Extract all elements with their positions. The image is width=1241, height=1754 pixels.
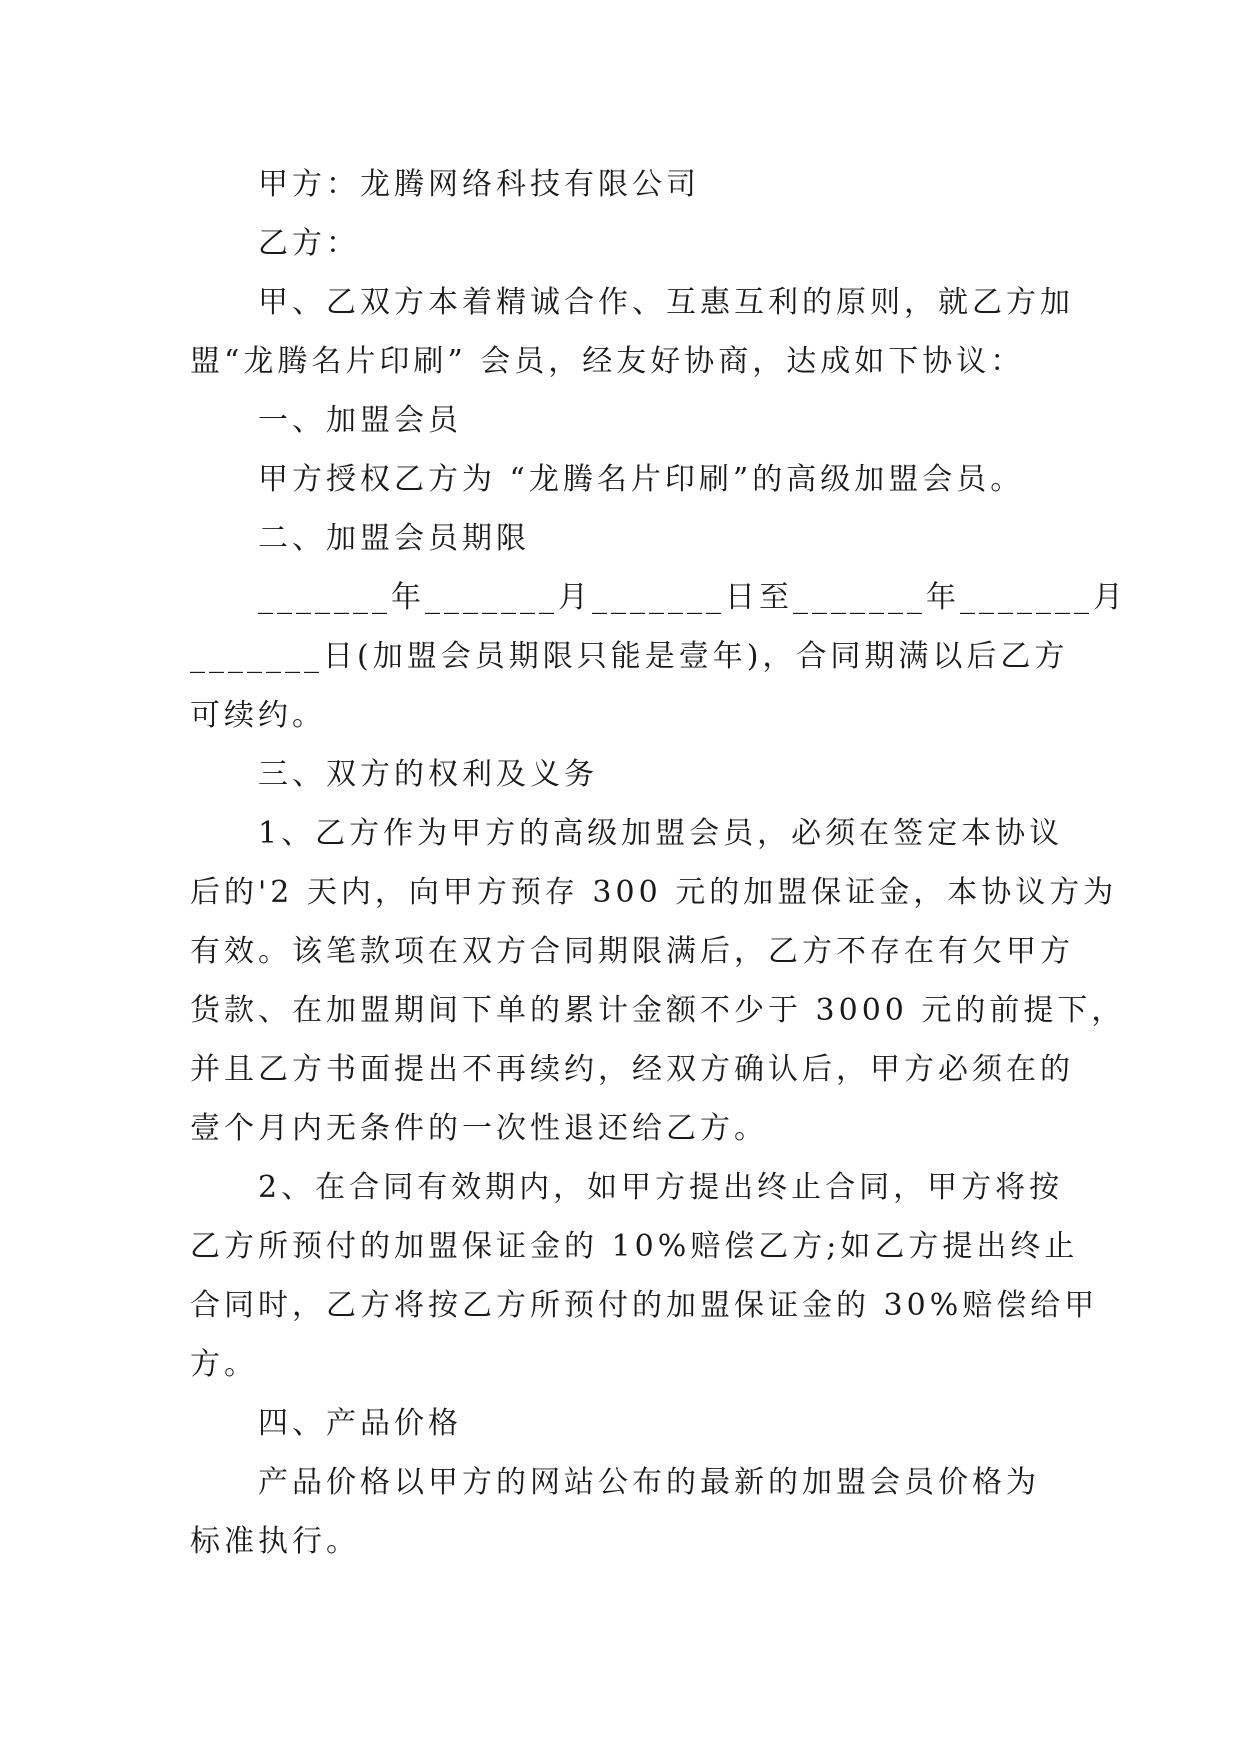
clause-1-line-4: 货款、在加盟期间下单的累计金额不少于 3000 元的前提下， bbox=[190, 993, 1126, 1028]
clause-2-line-2: 乙方所预付的加盟保证金的 10%赔偿乙方;如乙方提出终止 bbox=[190, 1229, 1079, 1264]
section-heading-4: 四、产品价格 bbox=[258, 1406, 462, 1441]
clause-1-line-2: 后的'2 天内，向甲方预存 300 元的加盟保证金，本协议方为 bbox=[190, 875, 1118, 910]
section-heading-1: 一、加盟会员 bbox=[258, 403, 462, 438]
party-b-line: 乙方： bbox=[258, 226, 360, 261]
clause-2-line-1: 2、在合同有效期内，如甲方提出终止合同，甲方将按 bbox=[258, 1170, 1064, 1205]
document-body bbox=[190, 155, 1127, 1571]
preamble-line-2: 盟“龙腾名片印刷” 会员，经友好协商，达成如下协议： bbox=[190, 344, 1025, 379]
clause-1-line-5: 并且乙方书面提出不再续约，经双方确认后，甲方必须在的 bbox=[190, 1052, 1074, 1087]
section-4-line-1: 产品价格以甲方的网站公布的最新的加盟会员价格为 bbox=[258, 1465, 1040, 1500]
clause-2-line-3: 合同时，乙方将按乙方所预付的加盟保证金的 30%赔偿给甲 bbox=[190, 1288, 1099, 1323]
section-heading-2: 二、加盟会员期限 bbox=[258, 521, 530, 556]
term-dates-line-1: _______年_______月_______日至_______年_______月 bbox=[258, 580, 1127, 615]
section-4-line-2: 标准执行。 bbox=[190, 1524, 360, 1559]
term-dates-line-3: 可续约。 bbox=[190, 698, 326, 733]
party-a-line: 甲方：龙腾网络科技有限公司 bbox=[258, 167, 700, 202]
preamble-line-1: 甲、乙双方本着精诚合作、互惠互利的原则，就乙方加 bbox=[258, 285, 1074, 320]
clause-1-line-1: 1、乙方作为甲方的高级加盟会员，必须在签定本协议 bbox=[258, 816, 1064, 851]
clause-1-line-3: 有效。该笔款项在双方合同期限满后，乙方不存在有欠甲方 bbox=[190, 934, 1074, 969]
clause-1-line-6: 壹个月内无条件的一次性退还给乙方。 bbox=[190, 1111, 768, 1146]
term-dates-line-2: _______日(加盟会员期限只能是壹年)，合同期满以后乙方 bbox=[190, 639, 1069, 674]
clause-2-line-4: 方。 bbox=[190, 1347, 258, 1382]
section-1-text: 甲方授权乙方为 “龙腾名片印刷”的高级加盟会员。 bbox=[258, 462, 1025, 497]
section-heading-3: 三、双方的权利及义务 bbox=[258, 757, 598, 792]
